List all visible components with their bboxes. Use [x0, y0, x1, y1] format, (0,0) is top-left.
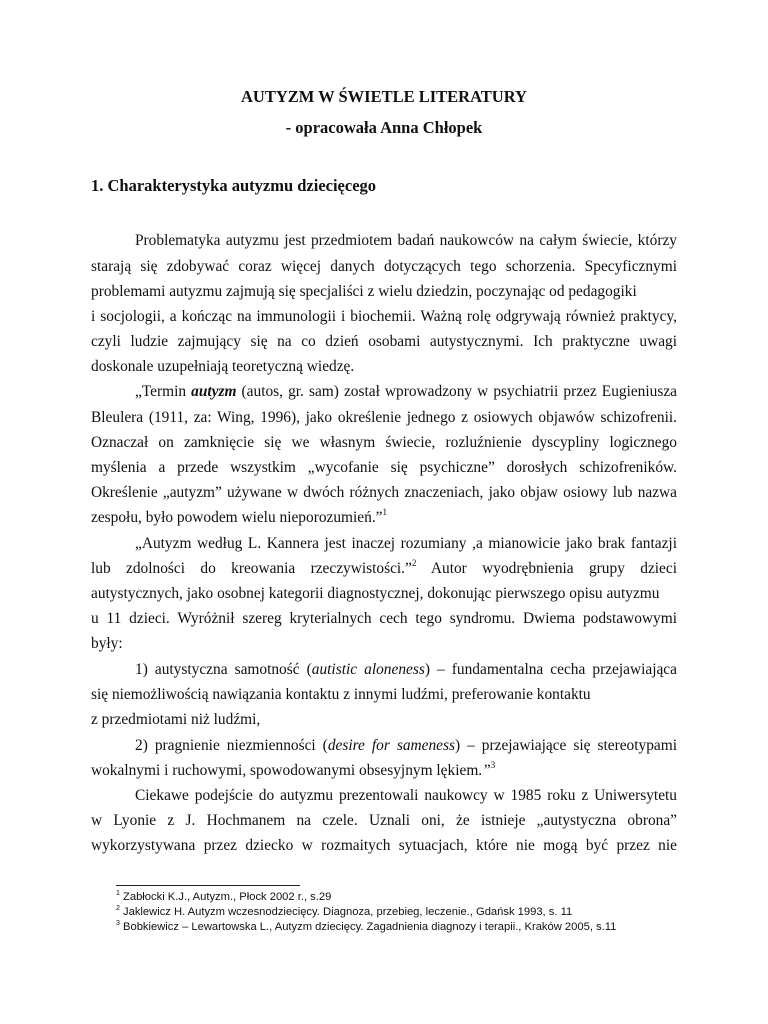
- footnote: $^2$ Jaklewicz H. Autyzm wczesnodziecięcy. Diagnoza, przebieg, leczenie., Gdańsk 1993, s. 11: [116, 905, 573, 918]
- list-item-line: 2) pragnienie niezmienności (desire for sameness) – przejawiające się stereotypami: [135, 737, 677, 754]
- body-line: „Termin autyzm (autos, gr. sam) został wprowadzony w psychiatrii przez Eugieniusza: [135, 383, 677, 400]
- body-line: Problematyka autyzmu jest przedmiotem badań naukowców na całym świecie, którzy: [135, 232, 677, 249]
- list-item-line: 1) autystyczna samotność (autistic aloneness) – fundamentalna cecha przejawiająca: [135, 661, 677, 678]
- footnote-marker: 1: [382, 507, 387, 517]
- body-line: wykorzystywana przez dziecko w rozmaitych sytuacjach, które nie mogą być przez nie: [91, 837, 677, 854]
- footnote-marker: 3: [490, 760, 496, 770]
- list-item-line: się niemożliwością nawiązania kontaktu z innymi ludźmi, preferowanie kontaktu: [91, 686, 591, 703]
- body-line: były:: [91, 635, 123, 652]
- document-subtitle: - opracowała Anna Chłopek: [285, 118, 483, 137]
- document-title: AUTYZM W ŚWIETLE LITERATURY: [241, 87, 527, 106]
- body-line: u 11 dzieci. Wyróżnił szereg kryterialnych cech tego syndromu. Dwiema podstawowymi: [91, 610, 677, 627]
- body-line: lub zdolności do kreowania rzeczywistości.”$^2$ Autor wyodrębnienia grupy dzieci: [91, 559, 677, 577]
- body-line: czyli ludzie zajmujący się na co dzień osobami autystycznymi. Ich praktyczne uwagi: [91, 333, 677, 350]
- body-line: i socjologii, a kończąc na immunologii i biochemii. Ważną rolę odgrywają również praktycy,: [91, 308, 677, 325]
- body-line: problemami autyzmu zajmują się specjaliści z wielu dziedzin, poczynając od pedagogiki: [91, 283, 637, 300]
- body-line: Określenie „autyzm” używane w dwóch różnych znaczeniach, jako objaw osiowy lub nazwa: [91, 484, 677, 501]
- footnote-separator: [116, 885, 300, 886]
- section-heading: 1. Charakterystyka autyzmu dziecięcego: [91, 176, 377, 195]
- footnote: $^1$ Zabłocki K.J., Autyzm., Płock 2002 r., s.29: [116, 890, 332, 903]
- body-line: myślenia a przede wszystkim „wycofanie się psychiczne” dorosłych schizofreników.: [91, 459, 677, 476]
- list-item-line: wokalnymi i ruchowymi, spowodowanymi obsesyjnym lękiem.”$^3$: [91, 760, 496, 779]
- body-line: starają się zdobywać coraz więcej danych dotyczących tego schorzenia. Specyficznymi: [91, 258, 677, 275]
- body-line: doskonale uzupełniają teoretyczną wiedzę.: [91, 358, 355, 375]
- body-line: zespołu, było powodem wielu nieporozumień.”$^1$: [91, 507, 387, 526]
- footnote-marker: 2: [411, 559, 417, 568]
- body-line: w Lyonie z J. Hochmanem na czele. Uznali oni, że istnieje „autystyczna obrona”: [91, 812, 677, 829]
- body-line: „Autyzm według L. Kannera jest inaczej rozumiany ,a mianowicie jako brak fantazji: [135, 535, 677, 552]
- footnote: $^3$ Bobkiewicz – Lewartowska L., Autyzm dziecięcy. Zagadnienia diagnozy i terapii., Kraków 2005, s.11: [116, 920, 617, 933]
- body-line: autystycznych, jako osobnej kategorii diagnostycznej, dokonując pierwszego opisu autyzmu: [91, 585, 660, 602]
- body-line: Oznaczał on zamknięcie się we własnym świecie, rozluźnienie dyscypliny logicznego: [91, 434, 677, 451]
- list-item-line: z przedmiotami niż ludźmi,: [91, 711, 261, 728]
- body-line: Ciekawe podejście do autyzmu prezentowali naukowcy w 1985 roku z Uniwersytetu: [135, 787, 677, 804]
- body-line: Bleulera (1911, za: Wing, 1996), jako określenie jednego z osiowych objawów schizofrenii.: [91, 409, 677, 426]
